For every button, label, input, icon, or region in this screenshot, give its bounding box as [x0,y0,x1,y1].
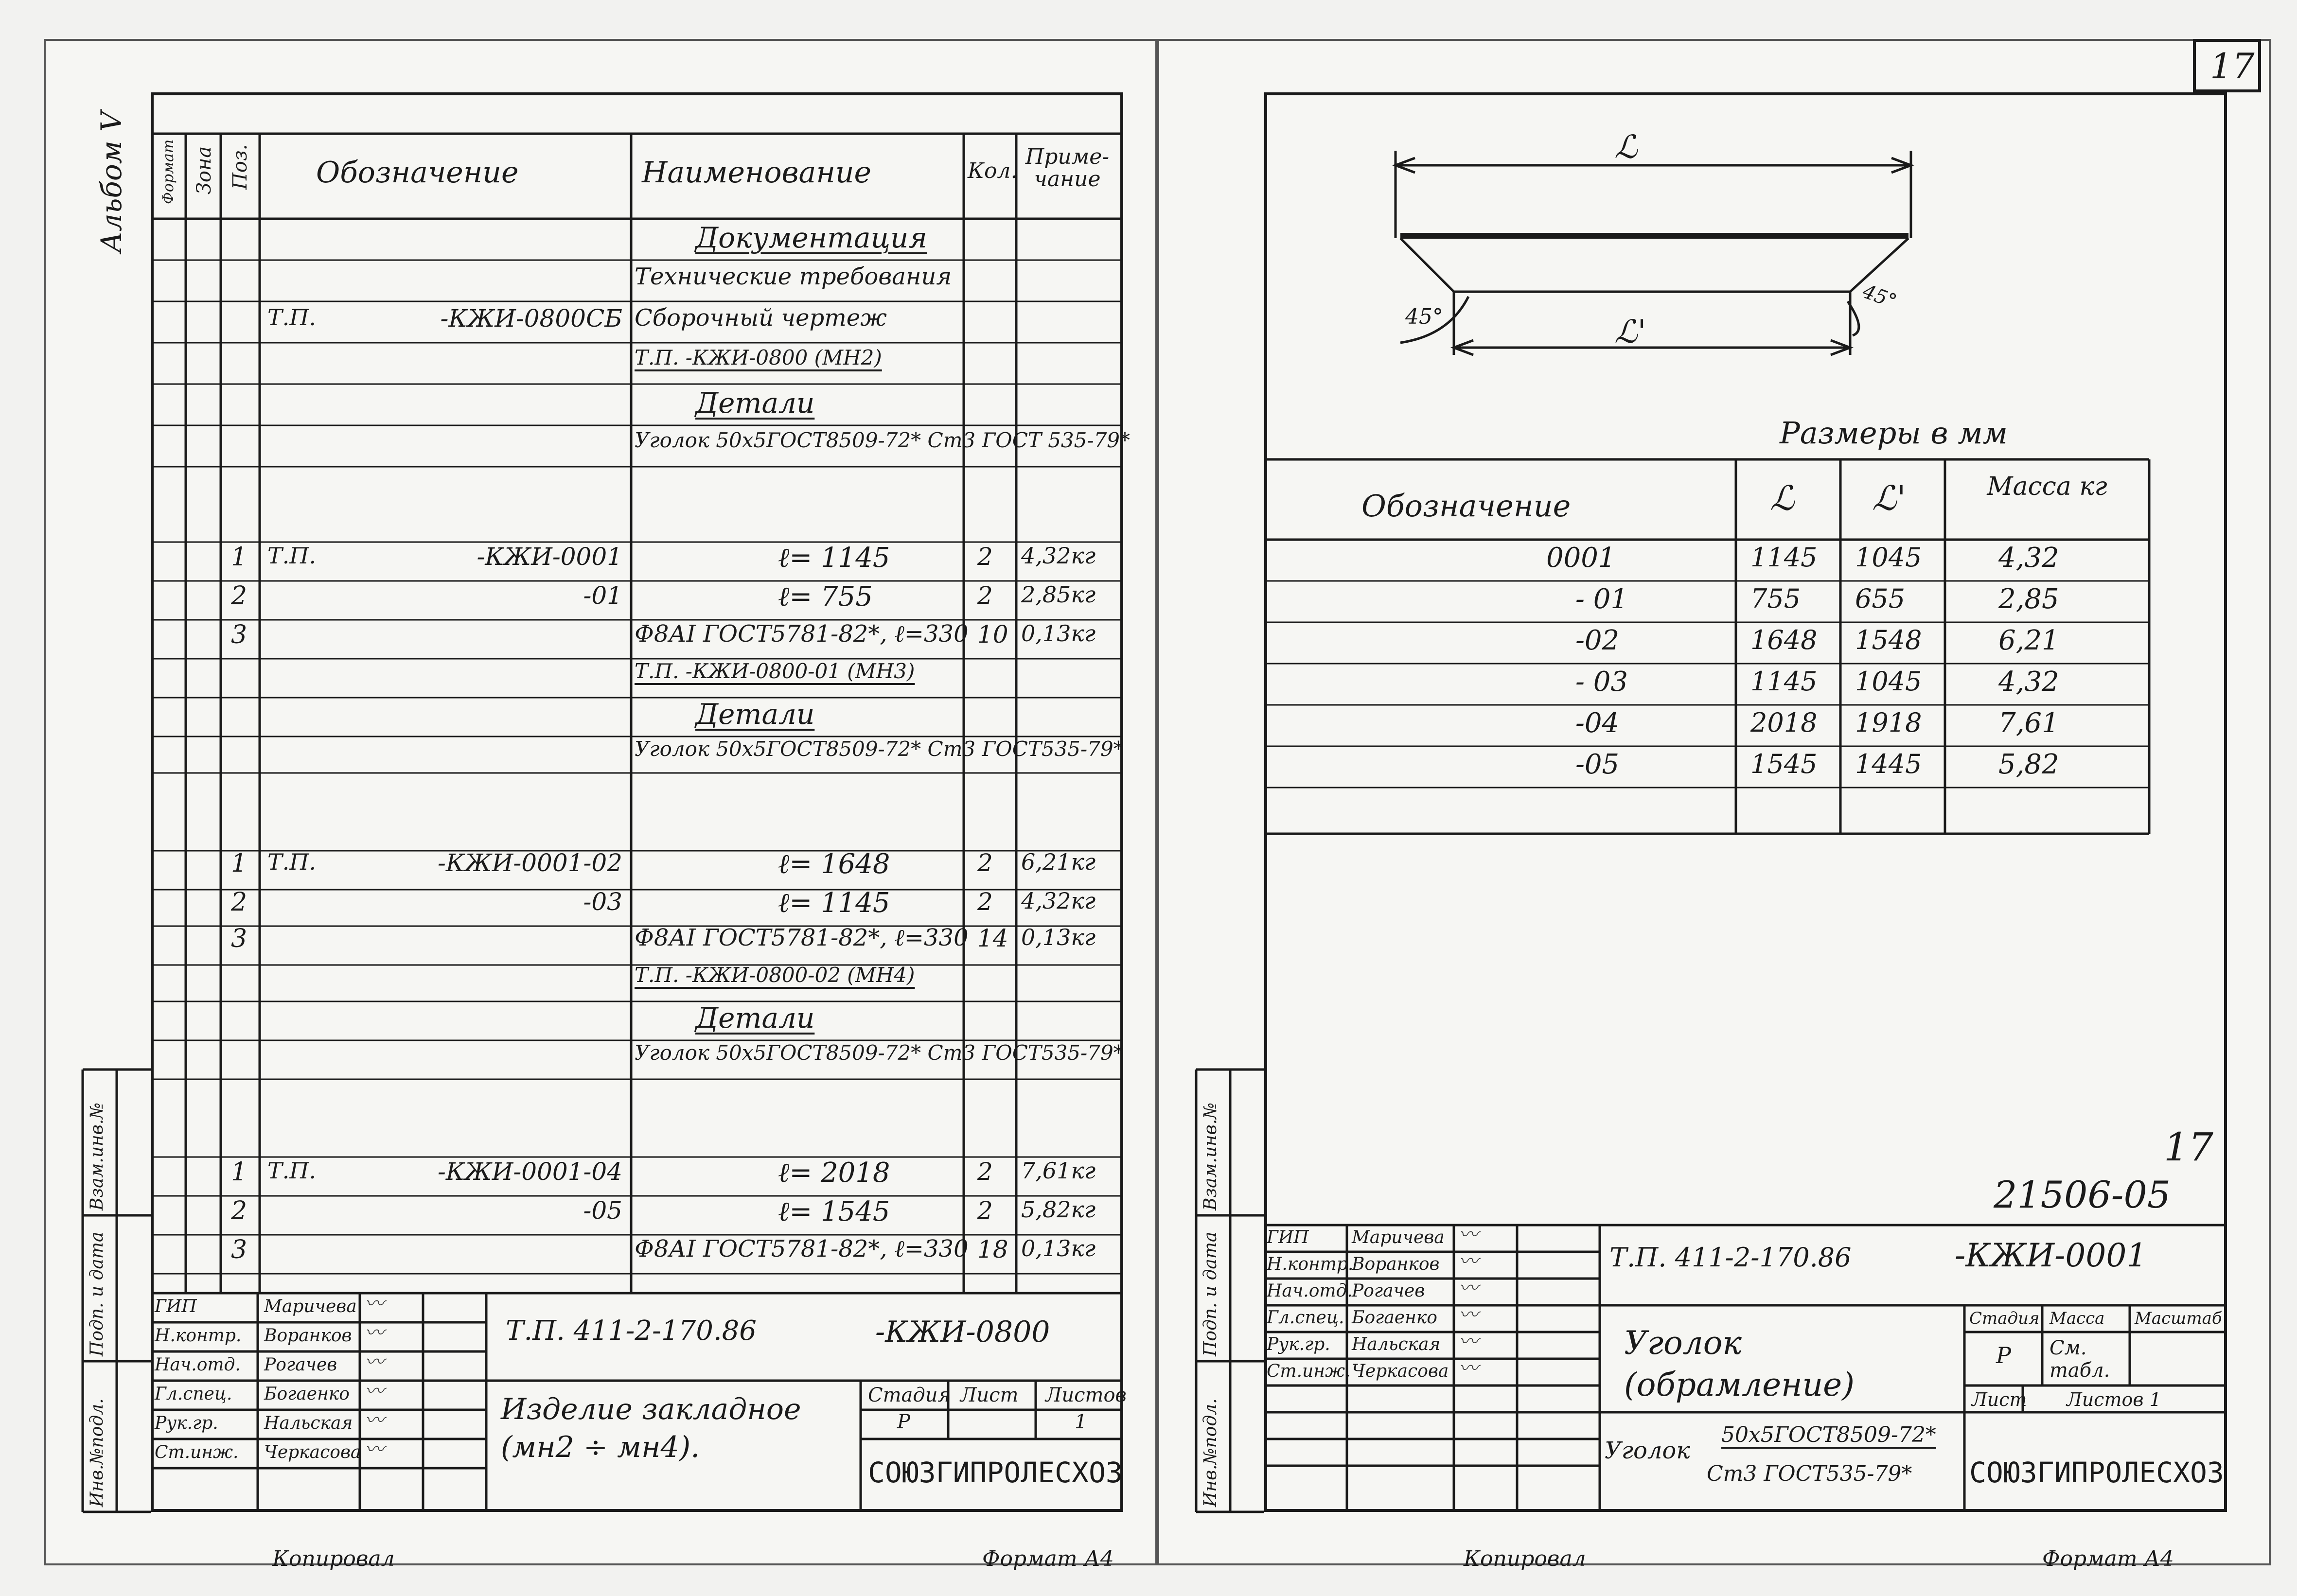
spec-row-name: Т.П. -КЖИ-0800-02 (МН4) [635,963,915,987]
spec-row-qty: 18 [977,1235,1008,1263]
dim-row-L: 755 [1750,583,1801,614]
signature: 〰 [365,1351,384,1373]
angle-left: 45° [1405,304,1443,329]
dim-row-des: -02 [1575,625,1620,656]
dim-row-mass: 2,85 [1998,583,2059,615]
staff-name: Нальская [264,1413,353,1433]
right-side-label-replace: Взам.инв.№ [1201,1102,1220,1210]
right-stage-label: Стадия [1969,1309,2040,1328]
spec-row-tp: Т.П. [267,304,317,331]
spec-row-note: 4,32кг [1021,888,1096,914]
staff-role: ГИП [155,1297,197,1316]
right-doc-suffix: -КЖИ-0001 [1955,1237,2147,1274]
spec-row-pos: 2 [231,1196,247,1226]
spec-row-name: ℓ= 2018 [778,1157,890,1189]
staff-name: Богаенко [1352,1308,1437,1328]
spec-row-note: 0,13кг [1021,620,1096,647]
right-stage: Р [1996,1342,2011,1368]
spec-row-tp: Т.П. [267,849,317,875]
staff-role: Ст.инж. [155,1442,239,1462]
staff-name: Маричева [1352,1228,1445,1247]
spec-row-name: ℓ= 1145 [778,887,890,919]
staff-role: Нач.отд. [155,1355,241,1375]
spec-row-qty: 2 [977,543,993,571]
spec-row-des: -КЖИ-0001-02 [437,849,622,877]
spec-row-note: 0,13кг [1021,1235,1096,1262]
signature: 〰 [1459,1357,1478,1380]
spec-row-name: Ф8АI ГОСТ5781-82*, ℓ=330 [635,620,969,648]
right-sheet-label: Лист [1972,1389,2027,1410]
dim-row-mass: 4,32 [1998,542,2059,574]
signature: 〰 [365,1438,384,1461]
right-material-3: Ст3 ГОСТ535-79* [1707,1461,1912,1486]
spec-row-qty: 2 [977,888,993,916]
spec-row-name: ℓ= 1145 [778,542,890,574]
left-doc-code: Т.П. 411-2-170.86 [506,1315,757,1347]
dim-row-mass: 5,82 [1998,749,2059,780]
spec-row-note: 5,82кг [1021,1196,1096,1223]
staff-name: Богаенко [264,1384,350,1404]
spec-row-qty: 2 [977,1196,993,1225]
spec-row-qty: 2 [977,1158,993,1186]
spec-row-tp: Т.П. [267,1158,317,1184]
spec-row-qty: 2 [977,849,993,877]
spec-row-pos: 3 [231,924,247,953]
spec-row-name: Детали [695,1001,815,1035]
spec-row-name: Ф8АI ГОСТ5781-82*, ℓ=330 [635,924,969,951]
spec-row-name: ℓ= 1545 [778,1196,890,1228]
units-label: Размеры в мм [1780,415,2008,451]
spec-row-pos: 3 [231,1235,247,1264]
dim-row-des: 0001 [1546,542,1616,574]
dim-row-L1: 1045 [1855,666,1922,697]
spec-row-name: Уголок 50х5ГОСТ8509-72* Ст3 ГОСТ535-79* [635,737,1124,761]
right-sheets-label: Листов 1 [2067,1389,2161,1410]
left-sheet-label: Лист [960,1384,1019,1406]
signature: 〰 [1459,1250,1478,1273]
signature: 〰 [1459,1277,1478,1299]
album-label: Альбом V [95,111,128,253]
left-stage-label: Стадия [868,1384,951,1406]
spec-row-name: Т.П. -КЖИ-0800-01 (МН3) [635,659,915,683]
dim-row-des: - 03 [1575,666,1628,698]
left-stage: Р [897,1411,910,1433]
dim-row-L1: 1548 [1855,625,1922,655]
spec-row-name: ℓ= 1648 [778,848,890,880]
staff-name: Нальская [1352,1334,1441,1354]
left-format: Формат А4 [982,1546,1114,1571]
spec-row-name: ℓ= 755 [778,581,873,613]
right-mass-value: См. табл. [2050,1337,2110,1382]
signature: 〰 [1459,1224,1478,1246]
left-org: СОЮЗГИПРОЛЕСХОЗ [868,1456,1123,1489]
left-copied: Копировал [272,1546,395,1571]
spec-row-pos: 1 [231,849,247,878]
dim-row-L: 2018 [1750,707,1818,738]
staff-role: Гл.спец. [155,1384,232,1404]
angle-right: 45° [1859,280,1900,313]
side-label-replace: Взам.инв.№ [87,1102,107,1210]
left-doc-suffix: -КЖИ-0800 [875,1315,1050,1349]
spec-row-name: Детали [695,698,815,731]
spec-row-des: -05 [583,1196,622,1225]
right-mass-label: Масса [2050,1309,2105,1328]
dim-row-des: -05 [1575,749,1620,780]
right-side-label-inv: Инв.№подл. [1201,1398,1220,1507]
signature: 〰 [365,1409,384,1432]
staff-role: Ст.инж. [1267,1361,1351,1381]
spec-row-note: 0,13кг [1021,924,1096,950]
dim-row-mass: 7,61 [1998,707,2059,739]
staff-role: Н.контр. [1267,1254,1354,1274]
spec-row-pos: 1 [231,1158,247,1187]
left-sheets-label: Листов [1045,1384,1127,1406]
signature: 〰 [1459,1331,1478,1353]
signature: 〰 [365,1322,384,1344]
dim-row-des: -04 [1575,707,1620,739]
staff-role: Рук.гр. [155,1413,218,1433]
dim-row-L1: 655 [1855,583,1906,614]
header-pos: Поз. [229,144,251,190]
signature: 〰 [1459,1304,1478,1326]
right-copied: Копировал [1464,1546,1586,1571]
spec-row-des: -КЖИ-0001 [477,543,622,571]
dim-row-L: 1545 [1750,749,1818,779]
header-note: Приме- чание [1025,144,1110,192]
spec-row-name: Детали [695,386,815,420]
dim-row-L1: 1918 [1855,707,1922,738]
dim-table-header-mass: Масса кг [1987,472,2107,501]
spec-row-des: -КЖИ-0800СБ [440,304,622,333]
dim-row-mass: 6,21 [1998,625,2059,656]
spec-row-pos: 1 [231,543,247,572]
dim-table-header-designation: Обозначение [1361,488,1571,524]
spec-row-name: Документация [695,221,927,254]
header-qty: Кол. [968,158,1018,183]
dim-L: ℒ [1614,128,1638,166]
staff-role: Н.контр. [155,1326,242,1346]
dim-row-L1: 1445 [1855,749,1922,779]
right-side-label-sign: Подп. и дата [1201,1231,1220,1356]
spec-row-name: Технические требования [635,263,952,290]
left-title: Изделие закладное (мн2 ÷ мн4). [501,1392,801,1464]
side-label-sign: Подп. и дата [87,1231,107,1356]
staff-role: Гл.спец. [1267,1308,1344,1328]
side-label-inv: Инв.№подл. [87,1398,107,1507]
spec-row-des: -КЖИ-0001-04 [437,1158,622,1186]
spec-row-note: 7,61кг [1021,1158,1096,1184]
header-name: Наименование [642,156,872,190]
header-designation: Обозначение [316,156,519,190]
staff-name: Маричева [264,1297,357,1316]
spec-row-name: Уголок 50х5ГОСТ8509-72* Ст3 ГОСТ535-79* [635,1041,1124,1065]
spec-row-qty: 2 [977,581,993,610]
spec-row-name: Ф8АI ГОСТ5781-82*, ℓ=330 [635,1235,969,1263]
header-format: Формат [160,139,177,204]
right-title: Уголок (обрамление) [1624,1324,1855,1403]
header-zone: Зона [193,146,215,194]
spec-row-des: -01 [583,581,622,610]
right-org: СОЮЗГИПРОЛЕСХОЗ [1969,1456,2224,1489]
right-doc-code: Т.П. 411-2-170.86 [1609,1242,1852,1273]
right-format: Формат А4 [2042,1546,2174,1571]
right-scale-label: Масштаб [2135,1309,2222,1328]
spec-row-des: -03 [583,888,622,916]
dim-table-header-L: ℒ [1770,478,1795,518]
spec-row-note: 2,85кг [1021,581,1096,608]
spec-row-note: 6,21кг [1021,849,1096,875]
spec-row-name: Уголок 50х5ГОСТ8509-72* Ст3 ГОСТ 535-79* [635,428,1131,452]
project-number: 21506-05 [1994,1173,2171,1216]
staff-name: Воранков [264,1326,352,1346]
dim-row-des: - 01 [1575,583,1628,615]
dim-row-mass: 4,32 [1998,666,2059,698]
spec-row-qty: 14 [977,924,1008,952]
staff-name: Черкасова [1352,1361,1449,1381]
staff-name: Черкасова [264,1442,361,1462]
spec-row-qty: 10 [977,620,1008,649]
staff-name: Рогачев [1352,1281,1425,1301]
spec-row-pos: 2 [231,581,247,611]
staff-role: Рук.гр. [1267,1334,1330,1354]
signature: 〰 [365,1380,384,1403]
dim-table-header-L1: ℒ' [1872,478,1906,518]
spec-row-name: Сборочный чертеж [635,304,887,332]
staff-name: Рогачев [264,1355,337,1375]
dim-row-L: 1145 [1750,666,1818,697]
signature: 〰 [365,1293,384,1315]
spec-row-pos: 2 [231,888,247,917]
staff-role: Нач.отд. [1267,1281,1353,1301]
spec-row-pos: 3 [231,620,247,649]
dim-L1: ℒ' [1614,313,1646,351]
dim-row-L: 1145 [1750,542,1818,573]
dim-row-L: 1648 [1750,625,1818,655]
handwritten-number: 17 [2164,1124,2213,1170]
dim-row-L1: 1045 [1855,542,1922,573]
right-material-1: Уголок [1605,1437,1690,1464]
spec-row-name: Т.П. -КЖИ-0800 (МН2) [635,346,882,369]
spec-row-tp: Т.П. [267,543,317,569]
page-number: 17 [2210,46,2255,87]
staff-name: Воранков [1352,1254,1440,1274]
left-sheets: 1 [1075,1411,1087,1433]
right-material-2: 50х5ГОСТ8509-72* [1721,1422,1936,1447]
staff-role: ГИП [1267,1228,1309,1247]
spec-row-note: 4,32кг [1021,543,1096,569]
